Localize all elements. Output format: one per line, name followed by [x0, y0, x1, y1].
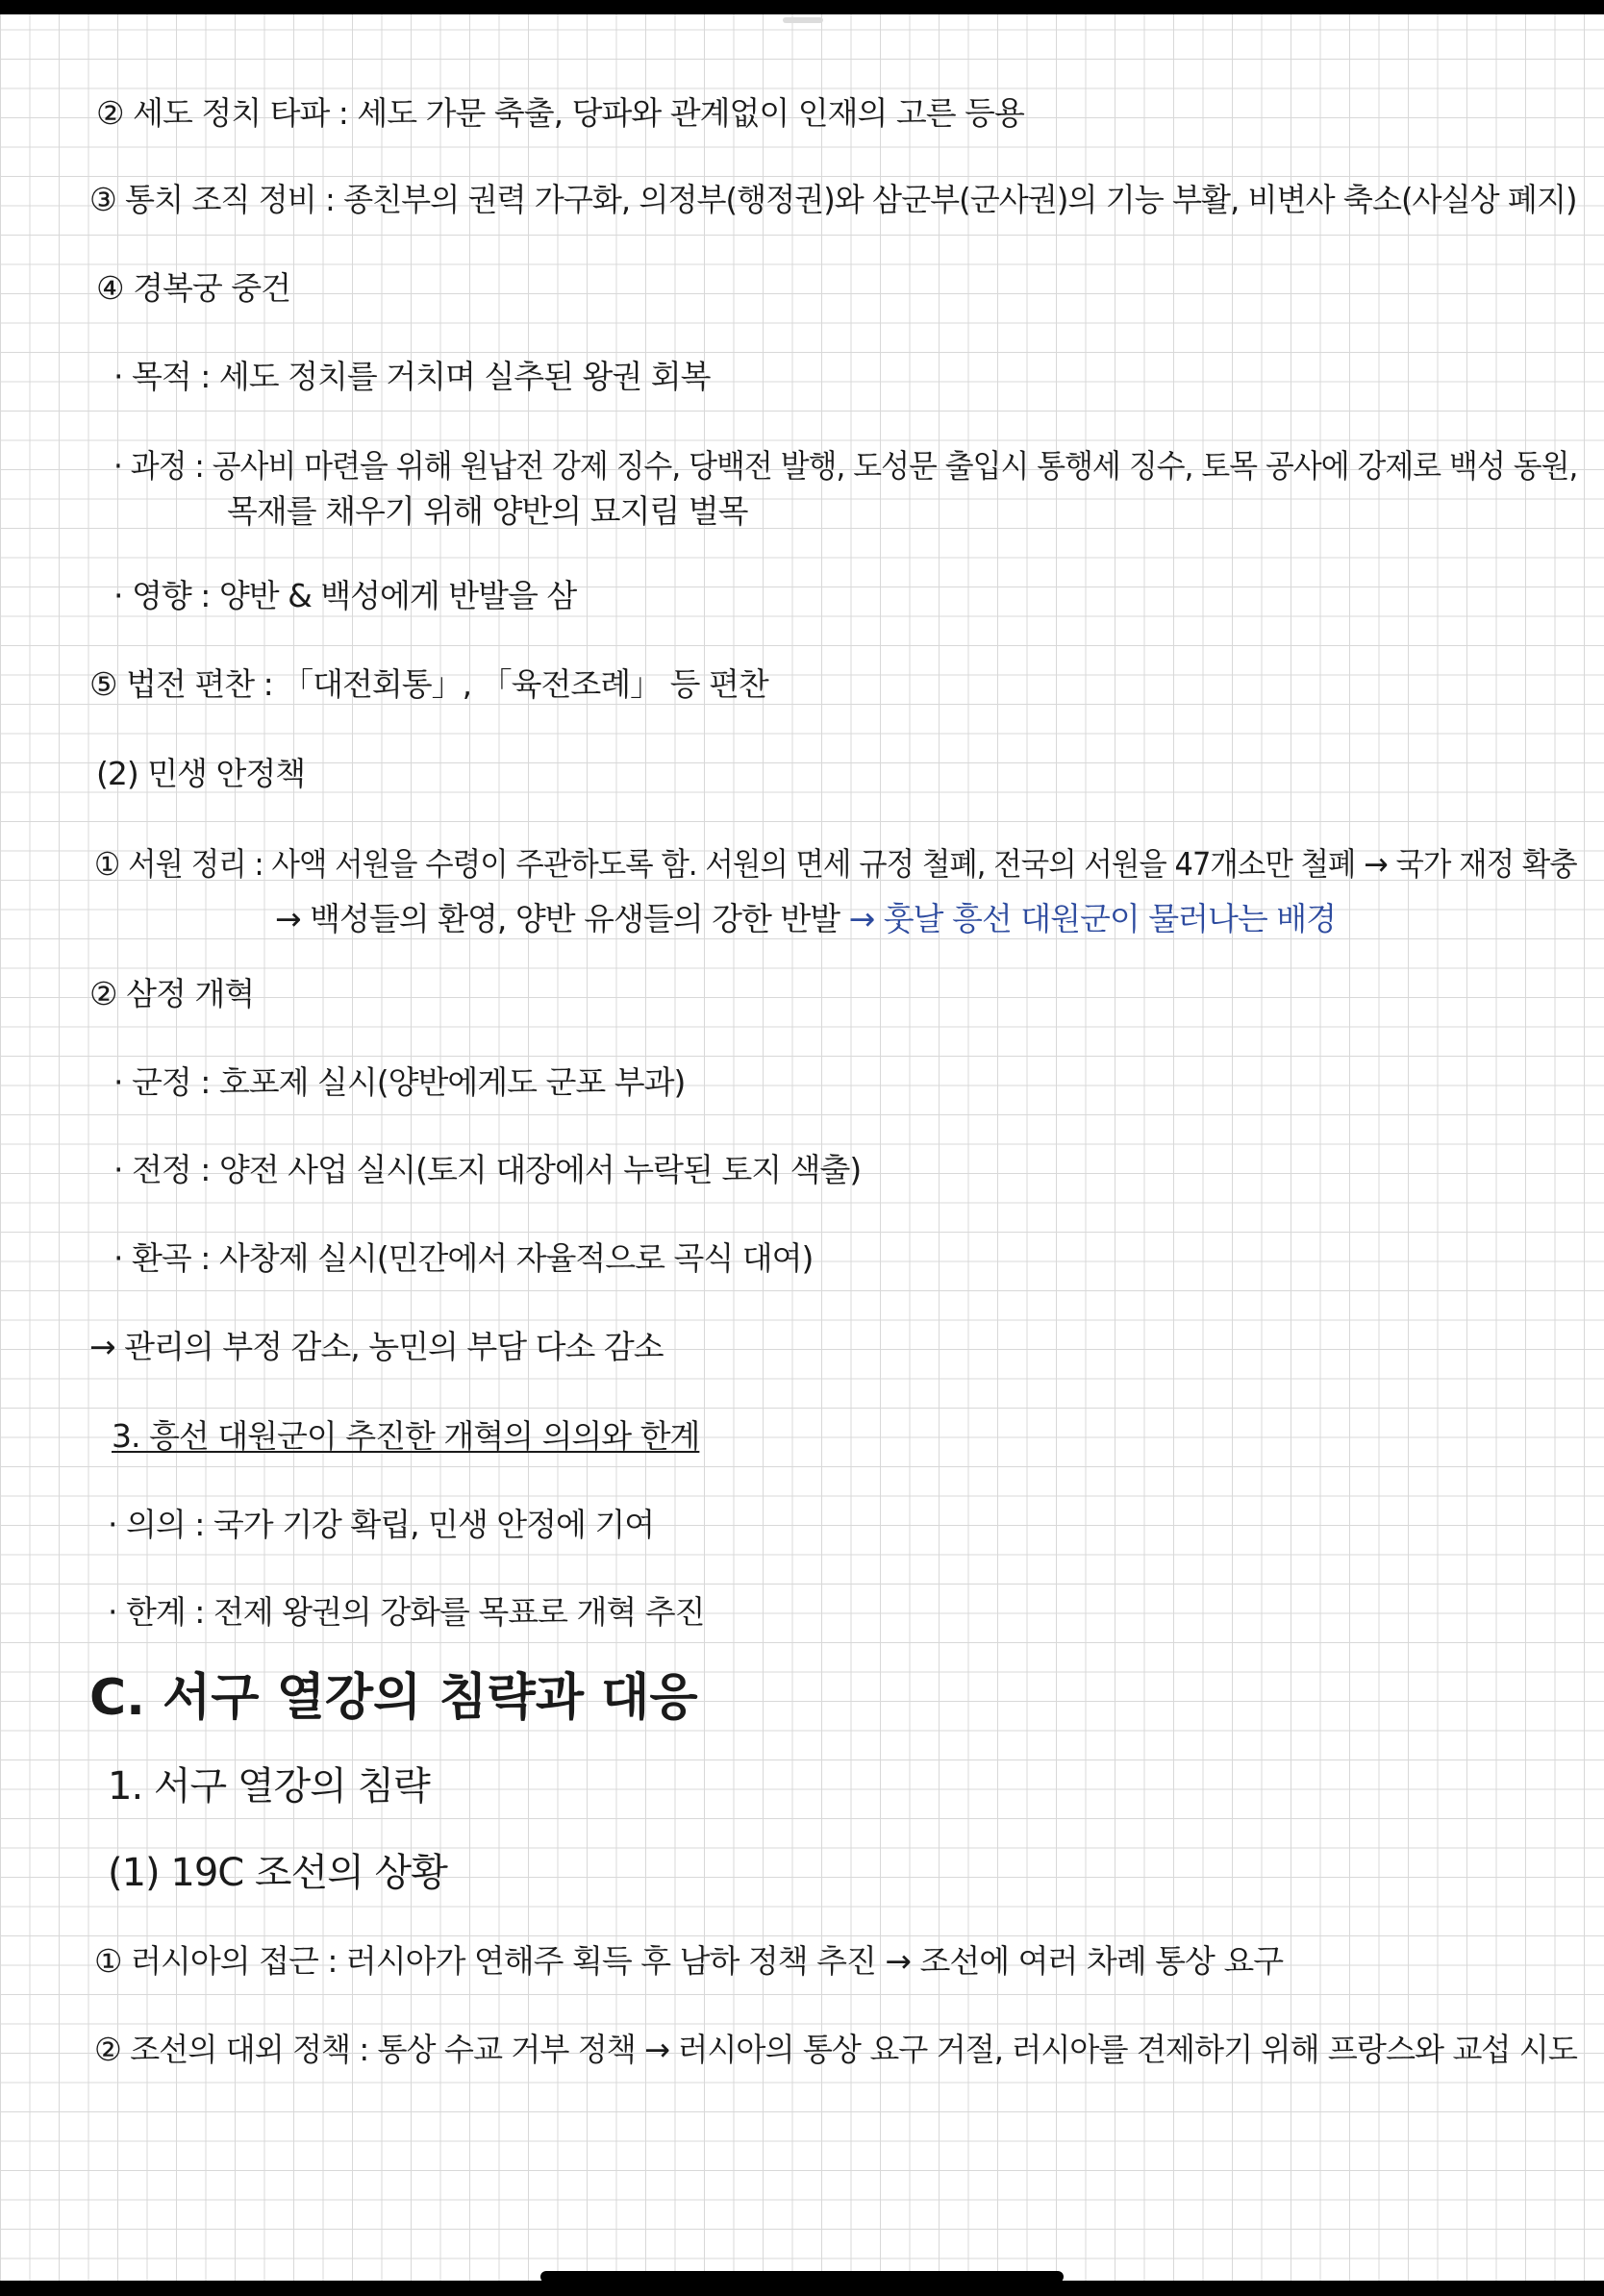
- seowon-blue-note: → 훗날 흥선 대원군이 물러나는 배경: [848, 900, 1337, 937]
- multitasking-handle[interactable]: [783, 17, 823, 23]
- note-line-livelihood-policy: (2) 민생 안정책: [96, 755, 306, 792]
- note-line-seowon-result: [275, 898, 1336, 940]
- note-line-impact: · 영향 : 양반 & 백성에게 반발을 삼: [113, 577, 577, 614]
- subheading-19c: (1) 19C 조선의 상황: [108, 1851, 447, 1895]
- note-line-process: · 과정 : 공사비 마련을 위해 원납전 강제 징수, 당백전 발행, 도성문 출입시 통행세 징수, 토목 공사에 강제로 백성 동원,: [113, 447, 1578, 485]
- note-line-russia: ① 러시아의 접근 : 러시아가 연해주 획득 후 남하 정책 추진 → 조선에 여러 차례 통상 요구: [94, 1942, 1284, 1980]
- section-heading-c: C. 서구 열강의 침략과 대응: [89, 1669, 698, 1727]
- note-line-foreign-policy: ② 조선의 대외 정책 : 통상 수교 거부 정책 → 러시아의 통상 요구 거절, 러시아를 견제하기 위해 프랑스와 교섭 시도: [94, 2031, 1577, 2068]
- bottom-bar: [0, 2281, 1604, 2296]
- note-line-sedo-politics: ② 세도 정치 타파 : 세도 가문 축출, 당파와 관계없이 인재의 고른 등용: [96, 94, 1024, 132]
- note-line-purpose: · 목적 : 세도 정치를 거치며 실추된 왕권 회복: [113, 358, 711, 395]
- note-line-significance-heading: 3. 흥선 대원군이 추진한 개혁의 의의와 한계: [112, 1417, 700, 1455]
- note-line-process-cont: 목재를 채우기 위해 양반의 묘지림 벌목: [227, 492, 748, 530]
- note-line-gunjeong: · 군정 : 호포제 실시(양반에게도 군포 부과): [113, 1063, 686, 1101]
- subheading-invasion: 1. 서구 열강의 침략: [108, 1764, 430, 1809]
- note-line-gyeongbokgung: ④ 경복궁 중건: [96, 269, 290, 307]
- seowon-result-text: → 백성들의 환영, 양반 유생들의 강한 반발: [275, 900, 840, 937]
- note-line-limit: · 한계 : 전제 왕권의 강화를 목표로 개혁 추진: [108, 1593, 705, 1631]
- note-line-seowon: ① 서원 정리 : 사액 서원을 수령이 주관하도록 함. 서원의 면세 규정 철폐, 전국의 서원을 47개소만 철폐 → 국가 재정 확충: [94, 845, 1577, 883]
- top-status-bar: [0, 0, 1604, 14]
- note-line-hwangok: · 환곡 : 사창제 실시(민간에서 자율적으로 곡식 대여): [113, 1239, 814, 1277]
- note-line-significance: · 의의 : 국가 기강 확립, 민생 안정에 기여: [108, 1506, 655, 1543]
- note-line-governance-reform: ③ 통치 조직 정비 : 종친부의 권력 가구화, 의정부(행정권)와 삼군부(군사권)의 기능 부활, 비변사 축소(사실상 폐지): [89, 181, 1577, 218]
- note-line-samjeong: ② 삼정 개혁: [89, 975, 255, 1012]
- note-line-jeonjeong: · 전정 : 양전 사업 실시(토지 대장에서 누락된 토지 색출): [113, 1151, 862, 1188]
- note-line-result: → 관리의 부정 감소, 농민의 부담 다소 감소: [89, 1328, 664, 1365]
- note-line-law-code: ⑤ 법전 편찬 : 「대전회통」, 「육전조례」 등 편찬: [89, 665, 768, 703]
